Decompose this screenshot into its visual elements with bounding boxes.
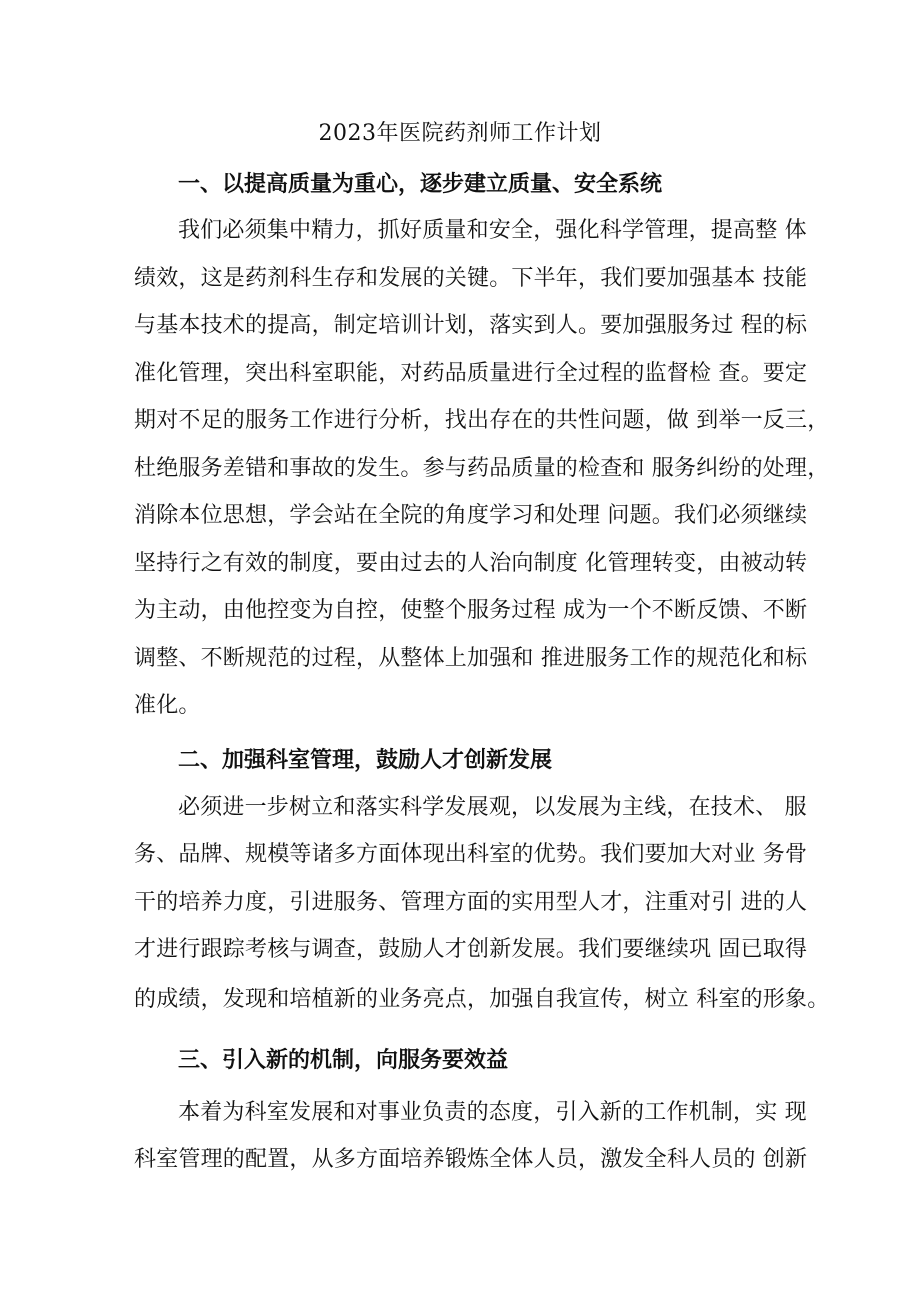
section-1-line-11: 准化。 (134, 693, 201, 718)
section-1-line-2: 绩效，这是药剂科生存和发展的关键。下半年，我们要加强基本 技能 (134, 266, 808, 291)
section-2-line-1: 必须进一步树立和落实科学发展观，以发展为主线，在技术、 服 (178, 795, 807, 820)
section-1-line-4: 准化管理，突出科室职能，对药品质量进行全过程的监督检 查。要定 (134, 361, 808, 386)
section-3-heading: 三、引入新的机制，向服务要效益 (178, 1047, 509, 1073)
section-2-line-5: 的成绩，发现和培植新的业务亮点，加强自我宣传，树立 科室的形象。 (134, 987, 830, 1012)
section-1-line-10: 调整、不断规范的过程，从整体上加强和 推进服务工作的规范化和标 (134, 646, 808, 671)
section-2-line-3: 干的培养力度，引进服务、管理方面的实用型人才，注重对引 进的人 (134, 890, 808, 915)
section-1-line-5: 期对不足的服务工作进行分析，找出存在的共性问题，做 到举一反三， (134, 408, 830, 433)
document-title: 2023年医院药剂师工作计划 (318, 121, 602, 146)
section-1-line-9: 为主动，由他控变为自控，使整个服务过程 成为一个不断反馈、不断 (134, 598, 808, 623)
section-2-line-4: 才进行跟踪考核与调查，鼓励人才创新发展。我们要继续巩 固已取得 (134, 937, 808, 962)
section-3-line-1: 本着为科室发展和对事业负责的态度，引入新的工作机制，实 现 (178, 1100, 807, 1125)
section-2-line-2: 务、品牌、规模等诸多方面体现出科室的优势。我们要加大对业 务骨 (134, 842, 808, 867)
section-1-line-6: 杜绝服务差错和事故的发生。参与药品质量的检查和 服务纠纷的处理， (134, 456, 830, 481)
section-1-line-7: 消除本位思想，学会站在全院的角度学习和处理 问题。我们必须继续 (134, 503, 808, 528)
section-1-line-8: 坚持行之有效的制度，要由过去的人治向制度 化管理转变，由被动转 (134, 551, 808, 576)
section-1-heading: 一、以提高质量为重心，逐步建立质量、安全系统 (178, 171, 663, 197)
section-3-line-2: 科室管理的配置，从多方面培养锻炼全体人员，激发全科人员的 创新 (134, 1147, 808, 1172)
section-2-heading: 二、加强科室管理，鼓励人才创新发展 (178, 747, 553, 773)
section-1-line-3: 与基本技术的提高，制定培训计划，落实到人。要加强服务过 程的标 (134, 313, 808, 338)
section-1-line-1: 我们必须集中精力，抓好质量和安全，强化科学管理，提高整 体 (178, 218, 807, 243)
